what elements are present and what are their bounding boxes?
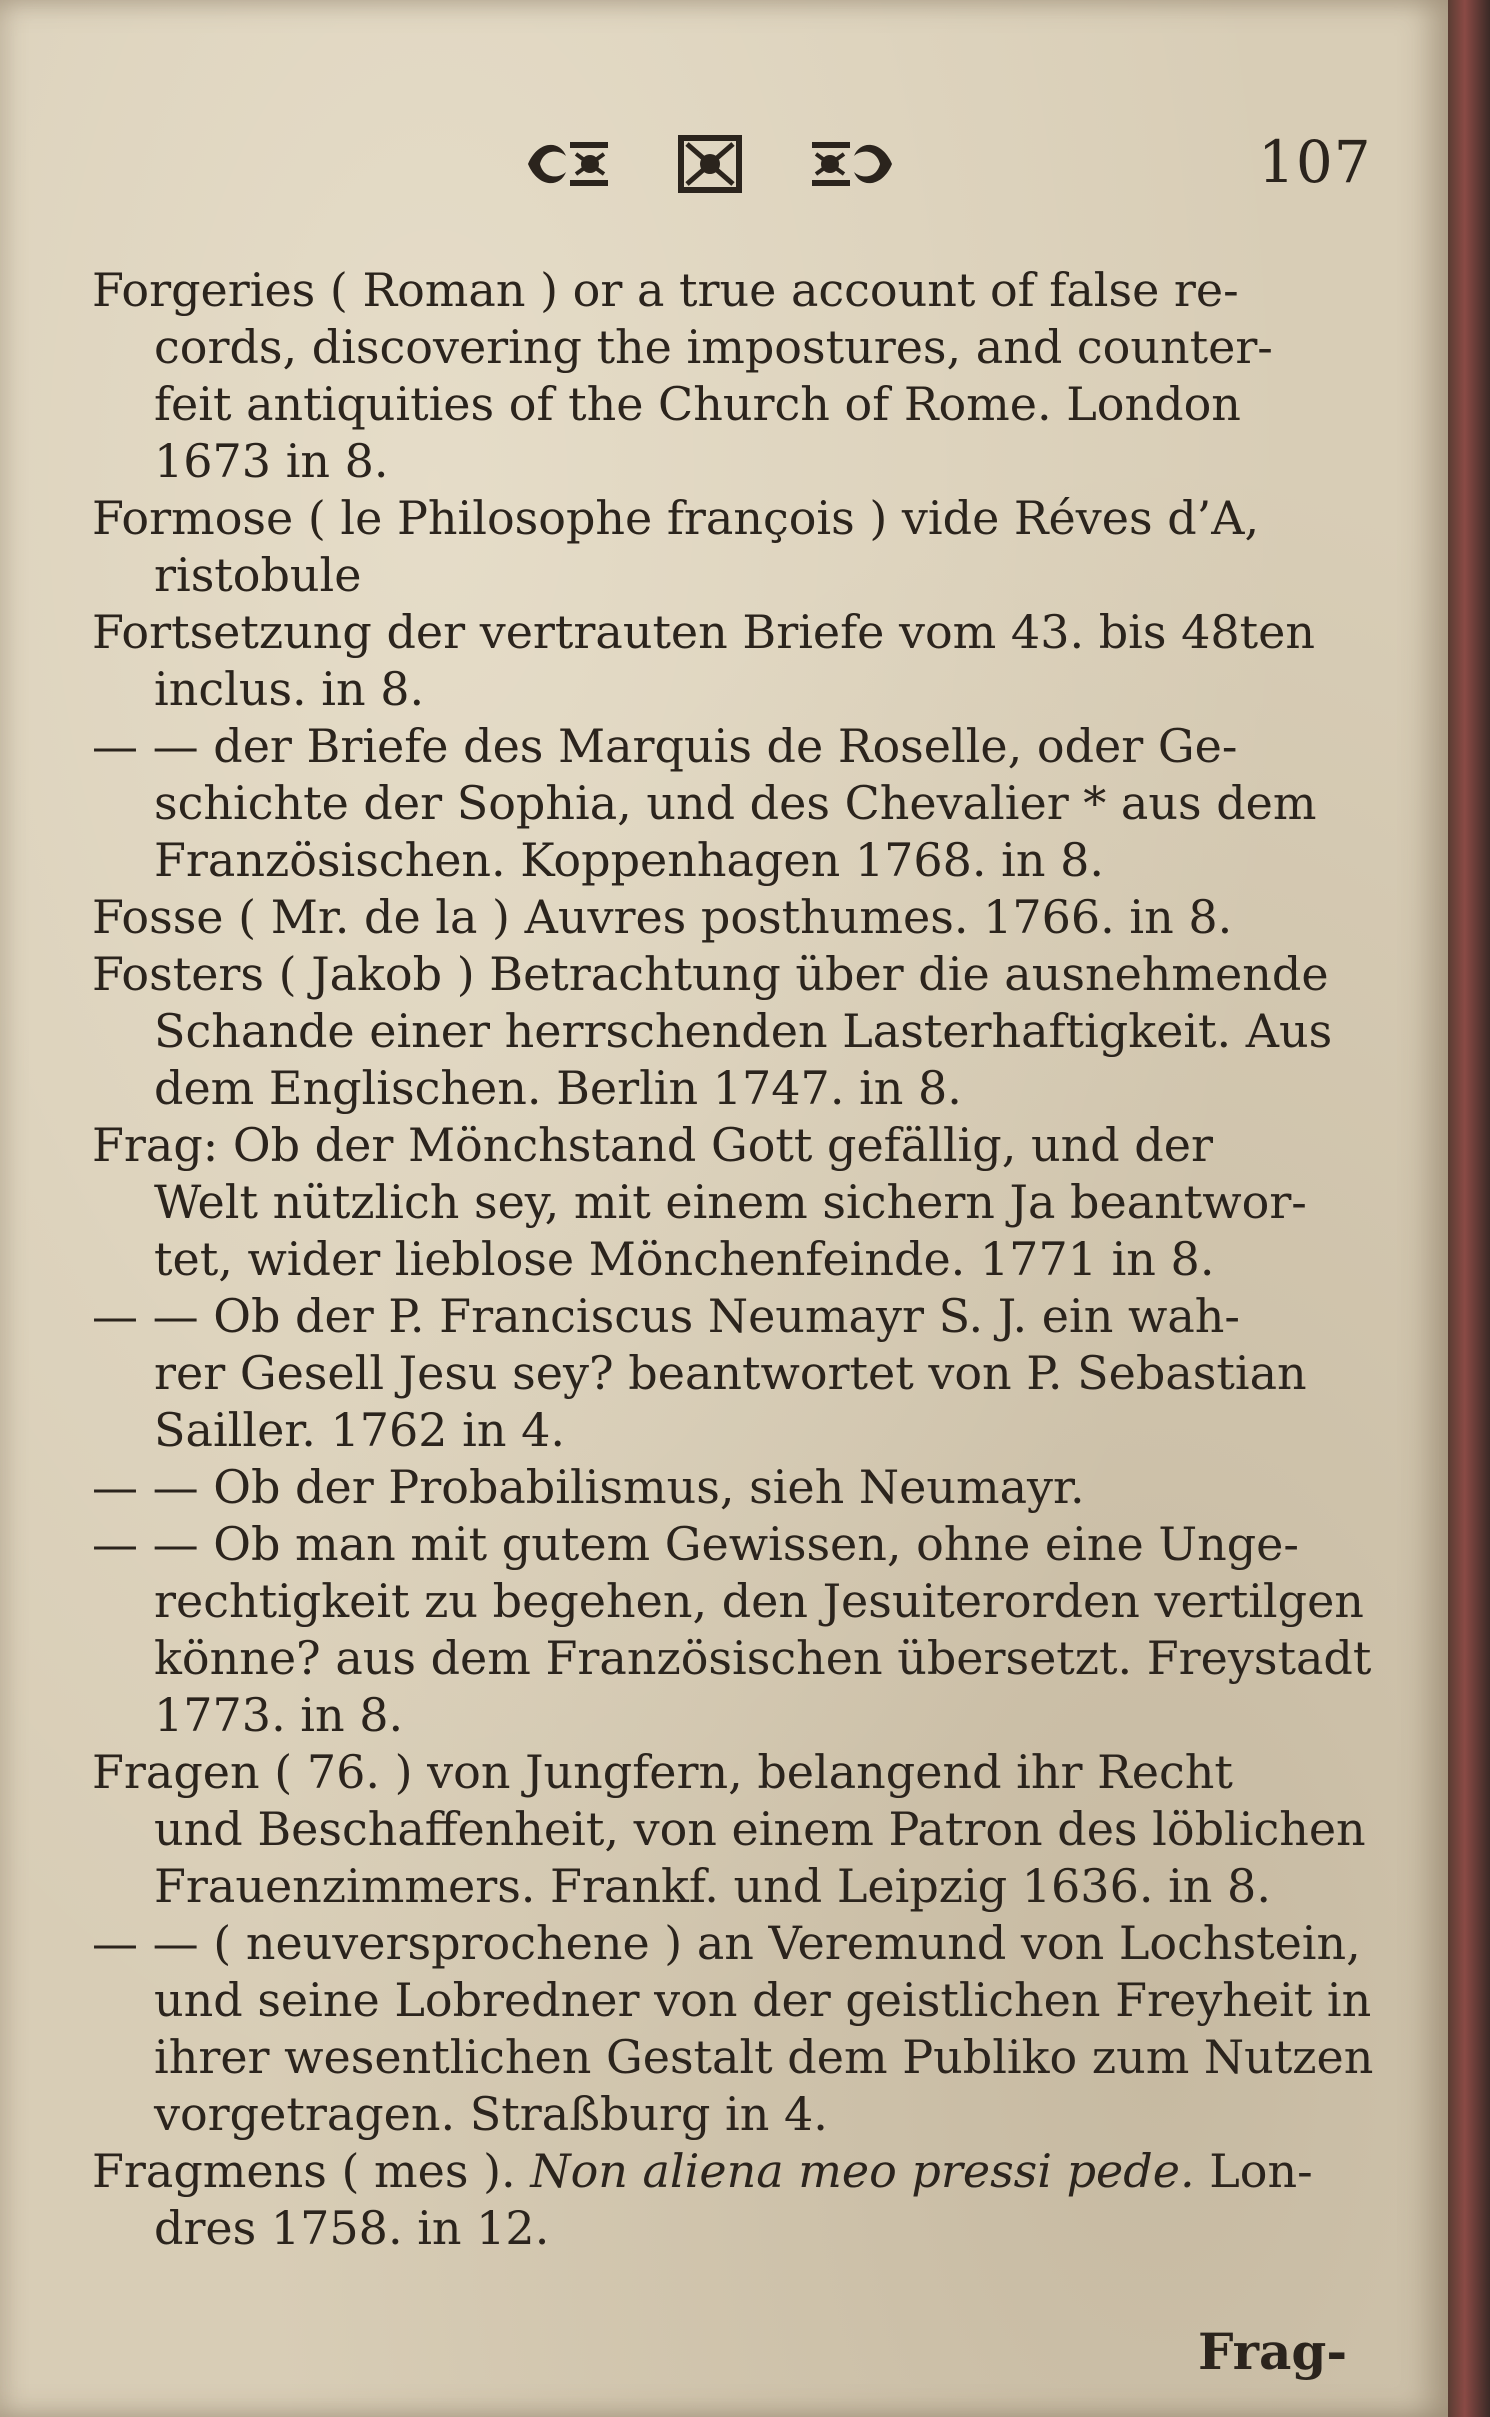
entry-line: Schande einer herrschenden Lasterhaftigkeit. Aus [154,1004,1333,1058]
entry-line: Sailler. 1762 in 4. [154,1403,566,1457]
entry-line: und seine Lobredner von der geistlichen Freyheit in [154,1973,1372,2027]
catalog-entries [92,262,1372,2257]
entry-line: 1773. in 8. [154,1688,404,1742]
catalog-entry [92,1516,1372,1744]
entry-text: Fragmens ( mes ). [92,2144,531,2198]
fleuron-right-icon [805,132,900,196]
entry-line: — — Ob der P. Franciscus Neumayr S. J. ein wah- [92,1289,1240,1343]
entry-line: Fortsetzung der vertrauten Briefe vom 43. bis 48ten [92,605,1315,659]
catalog-entry [92,1459,1372,1516]
catalog-entry [92,490,1372,604]
catchword: Frag- [1198,2322,1348,2381]
catalog-entry [92,2143,1372,2257]
entry-line: tet, wider lieblose Mönchenfeinde. 1771 in 8. [154,1232,1215,1286]
entry-line: Formose ( le Philosophe françois ) vide Réves d’A, [92,491,1260,545]
entry-text: Lon- [1194,2144,1313,2198]
entry-line: ristobule [154,548,362,602]
entry-line: ihrer wesentlichen Gestalt dem Publiko zum Nutzen [154,2030,1374,2084]
catalog-entry [92,1288,1372,1459]
entry-line: Welt nützlich sey, mit einem sichern Ja beantwor- [154,1175,1307,1229]
catalog-entry [92,1915,1372,2143]
entry-line: und Beschaffenheit, von einem Patron des löblichen [154,1802,1366,1856]
entry-line: schichte der Sophia, und des Chevalier * aus dem [154,776,1317,830]
entry-line [92,2143,1372,2200]
catalog-entry [92,946,1372,1117]
book-edge [1448,0,1490,2417]
entry-line: — — Ob der Probabilismus, sieh Neumayr. [92,1460,1085,1514]
catalog-entry [92,262,1372,490]
entry-line: Fragen ( 76. ) von Jungfern, belangend ihr Recht [92,1745,1233,1799]
entry-line: inclus. in 8. [154,662,425,716]
entry-line: vorgetragen. Straßburg in 4. [154,2087,828,2141]
entry-line: 1673 in 8. [154,434,389,488]
entry-line: — — Ob man mit gutem Gewissen, ohne eine Unge- [92,1517,1299,1571]
catalog-entry [92,604,1372,718]
page-number: 107 [1258,128,1372,196]
entry-line: Frag: Ob der Mönchstand Gott gefällig, und der [92,1118,1213,1172]
entry-line: Fosse ( Mr. de la ) Auvres posthumes. 1766. in 8. [92,890,1233,944]
italic-motto: Non aliena meo pressi pede. [530,2144,1195,2198]
header-ornament [520,132,900,196]
catalog-entry [92,718,1372,889]
entry-line: Frauenzimmers. Frankf. und Leipzig 1636. in 8. [154,1859,1271,1913]
entry-line: könne? aus dem Französischen übersetzt. Freystadt [154,1631,1372,1685]
catalog-entry [92,1744,1372,1915]
entry-line: dem Englischen. Berlin 1747. in 8. [154,1061,962,1115]
fleuron-left-icon [520,132,615,196]
entry-line: rer Gesell Jesu sey? beantwortet von P. Sebastian [154,1346,1307,1400]
entry-line: Fosters ( Jakob ) Betrachtung über die ausnehmende [92,947,1329,1001]
entry-line: feit antiquities of the Church of Rome. London [154,377,1241,431]
entry-line: cords, discovering the impostures, and counter- [154,320,1273,374]
entry-line: — — der Briefe des Marquis de Roselle, oder Ge- [92,719,1238,773]
catalog-entry [92,1117,1372,1288]
catalog-entry [92,889,1372,946]
entry-line: Forgeries ( Roman ) or a true account of false re- [92,263,1239,317]
entry-line: rechtigkeit zu begehen, den Jesuiterorden vertilgen [154,1574,1364,1628]
entry-line: — — ( neuversprochene ) an Veremund von Lochstein, [92,1916,1361,1970]
entry-line: Französischen. Koppenhagen 1768. in 8. [154,833,1104,887]
fleuron-center-icon [675,132,745,196]
entry-line: dres 1758. in 12. [154,2201,550,2255]
